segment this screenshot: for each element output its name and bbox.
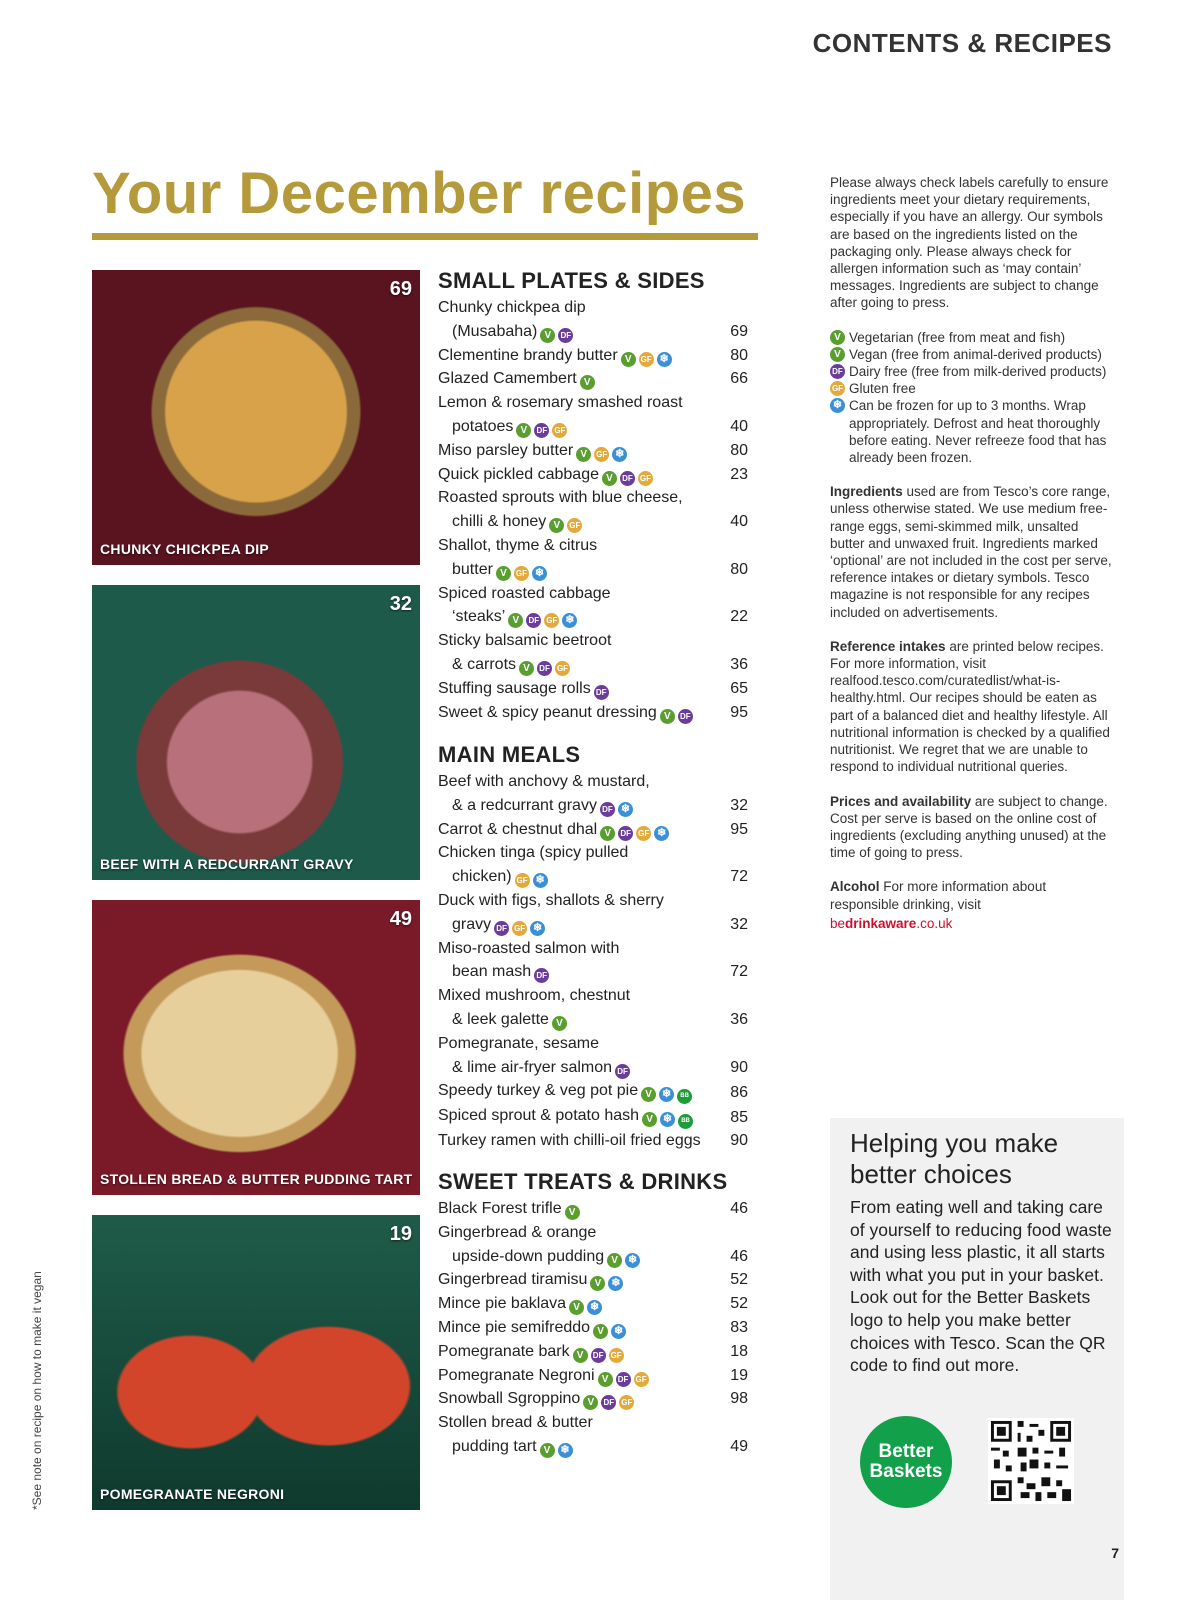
better-baskets-icon: BB <box>678 1114 693 1129</box>
freezable-icon: ❄ <box>533 873 548 888</box>
gluten-free-icon: GF <box>634 1372 649 1387</box>
section-main-meals <box>438 740 748 1153</box>
vegan-icon: V <box>519 661 534 676</box>
recipe-entry <box>438 937 748 985</box>
recipe-name: Roasted sprouts with blue cheese, <box>438 489 683 507</box>
recipe-page-number: 19 <box>730 1366 748 1384</box>
recipe-page-number: 49 <box>730 1437 748 1455</box>
recipe-name: Mince pie baklava V ❄ <box>438 1292 712 1316</box>
vegetarian-icon: V <box>569 1300 584 1315</box>
page-title: Your December recipes <box>92 161 747 226</box>
recipe-name: Miso parsley butter V GF ❄ <box>438 439 712 463</box>
recipe-entry <box>438 1340 748 1364</box>
recipe-name-continued: & lime air-fryer salmon DF <box>438 1056 712 1080</box>
recipe-entry <box>438 1411 748 1459</box>
freezable-icon: ❄ <box>558 1443 573 1458</box>
vegan-icon: V <box>830 347 845 362</box>
recipe-name: Duck with figs, shallots & sherry <box>438 891 664 909</box>
recipe-name-continued: bean mash DF <box>438 960 712 984</box>
recipe-entry <box>438 582 748 630</box>
recipe-name: Spiced roasted cabbage <box>438 584 611 602</box>
recipe-page-number: 69 <box>730 322 748 340</box>
recipe-page-number: 32 <box>730 796 748 814</box>
recipe-list <box>438 1197 748 1459</box>
recipe-entry <box>438 1197 748 1221</box>
recipe-name: Pomegranate bark V DF GF <box>438 1342 622 1361</box>
recipe-name: Black Forest trifle V <box>438 1197 712 1221</box>
vegan-icon: V <box>540 328 555 343</box>
recipe-entry <box>438 486 748 534</box>
section-heading: SWEET TREATS & DRINKS <box>438 1169 728 1194</box>
gluten-free-icon: GF <box>594 447 609 462</box>
recipe-name-continued: chicken) GF ❄ <box>438 865 712 889</box>
photo-page-number: 32 <box>389 593 412 615</box>
recipe-name-continued: & a redcurrant gravy DF ❄ <box>438 794 712 818</box>
recipe-entry <box>438 770 748 818</box>
photo-page-number: 69 <box>389 278 412 300</box>
section-heading: MAIN MEALS <box>438 742 581 767</box>
recipe-name: Mixed mushroom, chestnut <box>438 987 631 1005</box>
dairy-free-icon: DF <box>537 661 552 676</box>
recipe-page-number: 95 <box>730 820 748 838</box>
recipe-name: Quick pickled cabbage V DF GF <box>438 465 652 484</box>
recipe-page-number: 36 <box>730 655 748 673</box>
gluten-free-icon: GF <box>638 471 653 486</box>
dairy-free-icon: DF <box>600 802 615 817</box>
recipe-entry <box>438 1292 748 1316</box>
freezable-icon: ❄ <box>562 613 577 628</box>
legend-item: V Vegan (free from animal-derived products) <box>830 346 1112 363</box>
dairy-free-icon: DF <box>494 921 509 936</box>
recipe-page-number: 98 <box>730 1390 748 1408</box>
recipe-page-number: 40 <box>730 417 748 435</box>
recipe-page-number: 46 <box>730 1247 748 1265</box>
gluten-free-icon: GF <box>830 381 845 396</box>
qr-code[interactable] <box>988 1418 1074 1504</box>
dairy-free-icon: DF <box>678 709 693 724</box>
recipe-name: Mince pie semifreddo V ❄ <box>438 1316 712 1340</box>
vegetarian-icon: V <box>593 1324 608 1339</box>
recipe-name: Speedy turkey & veg pot pie V ❄ BB <box>438 1079 712 1104</box>
gluten-free-icon: GF <box>515 873 530 888</box>
recipe-name: Sticky balsamic beetroot <box>438 632 612 650</box>
recipe-name: Glazed Camembert V <box>438 367 712 391</box>
recipe-entry <box>438 1079 748 1104</box>
recipe-name: Gingerbread & orange <box>438 1223 597 1241</box>
recipe-page-number: 18 <box>730 1342 748 1360</box>
recipe-page-number: 95 <box>730 703 748 721</box>
dairy-free-icon: DF <box>534 423 549 438</box>
recipe-entry <box>438 1387 748 1411</box>
recipe-page-number: 72 <box>730 868 748 886</box>
recipe-page-number: 36 <box>730 1010 748 1028</box>
photo-pomegranate-negroni <box>92 1215 420 1510</box>
recipe-list <box>438 770 748 1153</box>
drinkaware-link[interactable]: bedrinkaware.co.uk <box>830 915 953 931</box>
dairy-free-icon: DF <box>830 364 845 379</box>
freezable-icon: ❄ <box>654 826 669 841</box>
section-heading: SMALL PLATES & SIDES <box>438 268 705 293</box>
photo-caption: BEEF WITH A REDCURRANT GRAVY <box>100 856 354 872</box>
recipe-name-continued: & leek galette V <box>438 1008 712 1032</box>
gluten-free-icon: GF <box>555 661 570 676</box>
gluten-free-icon: GF <box>567 518 582 533</box>
recipe-page-number: 86 <box>730 1083 748 1101</box>
recipe-name: Snowball Sgroppino V DF GF <box>438 1390 633 1409</box>
recipe-name-continued: & carrots V DF GF <box>452 655 569 674</box>
legend-item: V Vegetarian (free from meat and fish) <box>830 329 1112 346</box>
legend-item: DF Dairy free (free from milk-derived products) <box>830 363 1112 380</box>
recipe-entry <box>438 1104 748 1129</box>
vegetarian-icon: V <box>607 1253 622 1268</box>
recipe-page-number: 80 <box>730 560 748 578</box>
recipe-page-number: 46 <box>730 1200 748 1217</box>
dairy-free-icon: DF <box>618 826 633 841</box>
recipe-entry <box>438 701 748 725</box>
gluten-free-icon: GF <box>552 423 567 438</box>
dairy-free-icon: DF <box>615 1064 630 1079</box>
recipe-name: Pomegranate, sesame <box>438 1034 599 1052</box>
dairy-free-icon: DF <box>534 968 549 983</box>
vegan-icon: V <box>516 423 531 438</box>
photo-caption: POMEGRANATE NEGRONI <box>100 1486 285 1502</box>
recipe-entry <box>438 1268 748 1292</box>
recipe-list <box>438 296 748 724</box>
recipe-entry <box>438 841 748 889</box>
recipe-name: Chicken tinga (spicy pulled <box>438 844 629 862</box>
recipe-page-number: 83 <box>730 1318 748 1336</box>
recipe-entry <box>438 984 748 1032</box>
recipe-page-number: 52 <box>730 1295 748 1313</box>
section-header: CONTENTS & RECIPES <box>812 28 1112 58</box>
better-baskets-icon: BB <box>677 1089 692 1104</box>
photo-beef-gravy <box>92 585 420 880</box>
symbol-legend <box>830 329 1112 467</box>
recipe-entry <box>438 1221 748 1269</box>
vegan-icon: V <box>508 613 523 628</box>
dairy-free-icon: DF <box>591 1348 606 1363</box>
recipe-name-continued: gravy DF GF ❄ <box>438 913 712 937</box>
vegetarian-icon: V <box>580 375 595 390</box>
vegetarian-icon: V <box>552 1016 567 1031</box>
recipe-name-continued: upside-down pudding V ❄ <box>438 1245 712 1269</box>
recipe-name: Spiced sprout & potato hash V ❄ BB <box>438 1104 712 1129</box>
gluten-free-icon: GF <box>639 352 654 367</box>
reference-intakes-note: Reference intakes are printed below recipes. For more information, visit realfood.tesco.com/curatedlist/what-is-healthy.html. Our recipes should be eaten as part of a balanced diet and healthy lifestyle. All nutritional information is checked by a qualified nutritionist. We regret that we are unable to respond to individual nutritional queries. <box>830 638 1110 775</box>
vegan-icon: V <box>602 471 617 486</box>
freezable-icon: ❄ <box>611 1324 626 1339</box>
recipe-page-number: 22 <box>730 608 748 626</box>
recipe-entry <box>438 629 748 677</box>
recipe-entry <box>438 1032 748 1080</box>
recipe-name: Lemon & rosemary smashed roast <box>438 394 683 412</box>
gluten-free-icon: GF <box>619 1395 634 1410</box>
freezable-icon: ❄ <box>530 921 545 936</box>
vegetarian-icon: V <box>641 1087 656 1102</box>
recipe-name-continued: ‘steaks’ V DF GF ❄ <box>438 605 712 629</box>
recipe-entry <box>438 344 748 368</box>
recipe-entry <box>438 367 748 391</box>
recipe-page-number: 40 <box>730 513 748 531</box>
recipe-name: Pomegranate Negroni V DF GF <box>438 1366 647 1385</box>
gluten-free-icon: GF <box>512 921 527 936</box>
vegetarian-icon: V <box>549 518 564 533</box>
recipe-name: Clementine brandy butter V GF ❄ <box>438 344 712 368</box>
vegetarian-icon: V <box>496 566 511 581</box>
recipe-entry <box>438 391 748 439</box>
recipe-page-number: 80 <box>730 441 748 459</box>
recipe-page-number: 52 <box>730 1271 748 1289</box>
info-sidebar <box>830 174 1112 932</box>
photo-caption: CHUNKY CHICKPEA DIP <box>100 541 270 557</box>
vegan-side-note: *See note on recipe on how to make it vegan <box>30 1271 44 1510</box>
freezable-icon: ❄ <box>660 1112 675 1127</box>
recipe-entry <box>438 1316 748 1340</box>
freezable-icon: ❄ <box>587 1300 602 1315</box>
recipe-name-continued: chilli & honey V GF <box>452 513 581 532</box>
ingredients-note: Ingredients used are from Tesco’s core range, unless otherwise stated. We use medium free-range eggs, semi-skimmed milk, unsalted butter and unwaxed fruit. Ingredients marked ‘optional’ are not included in the cost per serve, reference intakes or dietary symbols. Tesco magazine is not responsible for any recipes included on advertisements. <box>830 484 1112 620</box>
vegetarian-icon: V <box>576 447 591 462</box>
recipe-page-number: 32 <box>730 915 748 933</box>
vegetarian-icon: V <box>540 1443 555 1458</box>
dairy-free-icon: DF <box>558 328 573 343</box>
recipe-entry <box>438 1364 748 1388</box>
recipe-name: Shallot, thyme & citrus <box>438 536 598 554</box>
gluten-free-icon: GF <box>609 1348 624 1363</box>
freezable-icon: ❄ <box>659 1087 674 1102</box>
recipe-name-continued: butter V GF ❄ <box>438 558 712 582</box>
freezable-icon: ❄ <box>608 1276 623 1291</box>
recipe-name: Stollen bread & butter <box>438 1414 593 1432</box>
dairy-free-icon: DF <box>620 471 635 486</box>
allergen-intro: Please always check labels carefully to ensure ingredients meet your dietary requirements, especially if you have an allergy. Our symbols are based on the ingredients listed on the packaging only. Please always check for allergen information such as ‘may contain’ messages. Ingredients are subject to change after going to press. <box>830 175 1109 311</box>
recipe-entry <box>438 439 748 463</box>
freezable-icon: ❄ <box>657 352 672 367</box>
legend-item: ❄ Can be frozen for up to 3 months. Wrap appropriately. Defrost and heat thoroughly before eating. Never refreeze food that has already been frozen. <box>830 397 1112 466</box>
photo-stollen-tart <box>92 900 420 1195</box>
section-small-plates <box>438 266 748 724</box>
recipe-page-number: 65 <box>730 679 748 697</box>
promo-body: From eating well and taking care of yourself to reducing food waste and using less plastic, it all starts with what you put in your basket. Look out for the Better Baskets logo to help you make better choices with Tesco. Scan the QR code to find out more. <box>850 1197 1112 1376</box>
recipe-page-number: 80 <box>730 346 748 364</box>
recipe-page-number: 72 <box>730 963 748 981</box>
prices-note: Prices and availability are subject to change. Cost per serve is based on the online cost of ingredients (excluding anything unused) at the time of going to press. <box>830 793 1108 861</box>
photo-page-number: 49 <box>389 908 412 930</box>
vegetarian-icon: V <box>565 1205 580 1220</box>
recipe-name: Turkey ramen with chilli-oil fried eggs <box>438 1132 701 1150</box>
legend-item: GF Gluten free <box>831 381 916 397</box>
recipe-entry <box>438 677 748 701</box>
better-choices-promo <box>830 1118 1124 1600</box>
vegetarian-icon: V <box>642 1112 657 1127</box>
recipe-name: Beef with anchovy & mustard, <box>438 773 650 790</box>
page-number: 7 <box>1111 1545 1119 1561</box>
vegetarian-icon: V <box>583 1395 598 1410</box>
freezable-icon: ❄ <box>625 1253 640 1268</box>
better-baskets-logo: Better Baskets <box>860 1416 952 1508</box>
section-sweet-treats <box>438 1167 748 1459</box>
dairy-free-icon: DF <box>526 613 541 628</box>
recipe-entry <box>438 1129 748 1153</box>
vegan-icon: V <box>598 1372 613 1387</box>
gluten-free-icon: GF <box>544 613 559 628</box>
photo-chickpea-dip <box>92 270 420 565</box>
dairy-free-icon: DF <box>616 1372 631 1387</box>
dairy-free-icon: DF <box>601 1395 616 1410</box>
recipe-name-continued: (Musabaha) V DF <box>438 320 712 344</box>
recipe-name: Gingerbread tiramisu V ❄ <box>438 1268 712 1292</box>
vegetarian-icon: V <box>621 352 636 367</box>
vegan-icon: V <box>573 1348 588 1363</box>
promo-heading: Helping you make better choices <box>850 1128 1059 1189</box>
gluten-free-icon: GF <box>514 566 529 581</box>
recipe-name: Chunky chickpea dip <box>438 299 586 316</box>
recipe-entry <box>438 296 748 344</box>
recipe-entry <box>438 889 748 937</box>
gluten-free-icon: GF <box>636 826 651 841</box>
vegan-icon: V <box>600 826 615 841</box>
freezable-icon: ❄ <box>612 447 627 462</box>
recipe-page-number: 66 <box>730 370 748 388</box>
vegetarian-icon: V <box>830 330 845 345</box>
freezable-icon: ❄ <box>532 566 547 581</box>
freezable-icon: ❄ <box>830 398 845 413</box>
recipe-page-number: 85 <box>730 1108 748 1126</box>
alcohol-note: Alcohol For more information about responsible drinking, visit <box>830 879 1047 912</box>
title-rule <box>92 233 758 240</box>
dairy-free-icon: DF <box>594 685 609 700</box>
recipe-name: Miso-roasted salmon with <box>438 939 620 957</box>
recipe-name: Stuffing sausage rolls DF <box>438 677 712 701</box>
recipe-page-number: 90 <box>730 1132 748 1150</box>
photo-caption: STOLLEN BREAD & BUTTER PUDDING TART <box>100 1171 413 1187</box>
photo-page-number: 19 <box>389 1223 412 1245</box>
recipe-name-continued: potatoes V DF GF <box>452 417 566 436</box>
recipe-page-number: 90 <box>730 1058 748 1076</box>
recipe-entry <box>438 818 748 842</box>
recipe-entry <box>438 534 748 582</box>
freezable-icon: ❄ <box>618 802 633 817</box>
recipe-entry <box>438 463 748 487</box>
recipe-name: Carrot & chestnut dhal V DF GF ❄ <box>438 818 712 842</box>
recipe-name: Sweet & spicy peanut dressing V DF <box>438 701 712 725</box>
vegetarian-icon: V <box>590 1276 605 1291</box>
recipe-page-number: 23 <box>730 465 748 483</box>
vegan-icon: V <box>660 709 675 724</box>
recipe-name-continued: pudding tart V ❄ <box>438 1435 712 1459</box>
